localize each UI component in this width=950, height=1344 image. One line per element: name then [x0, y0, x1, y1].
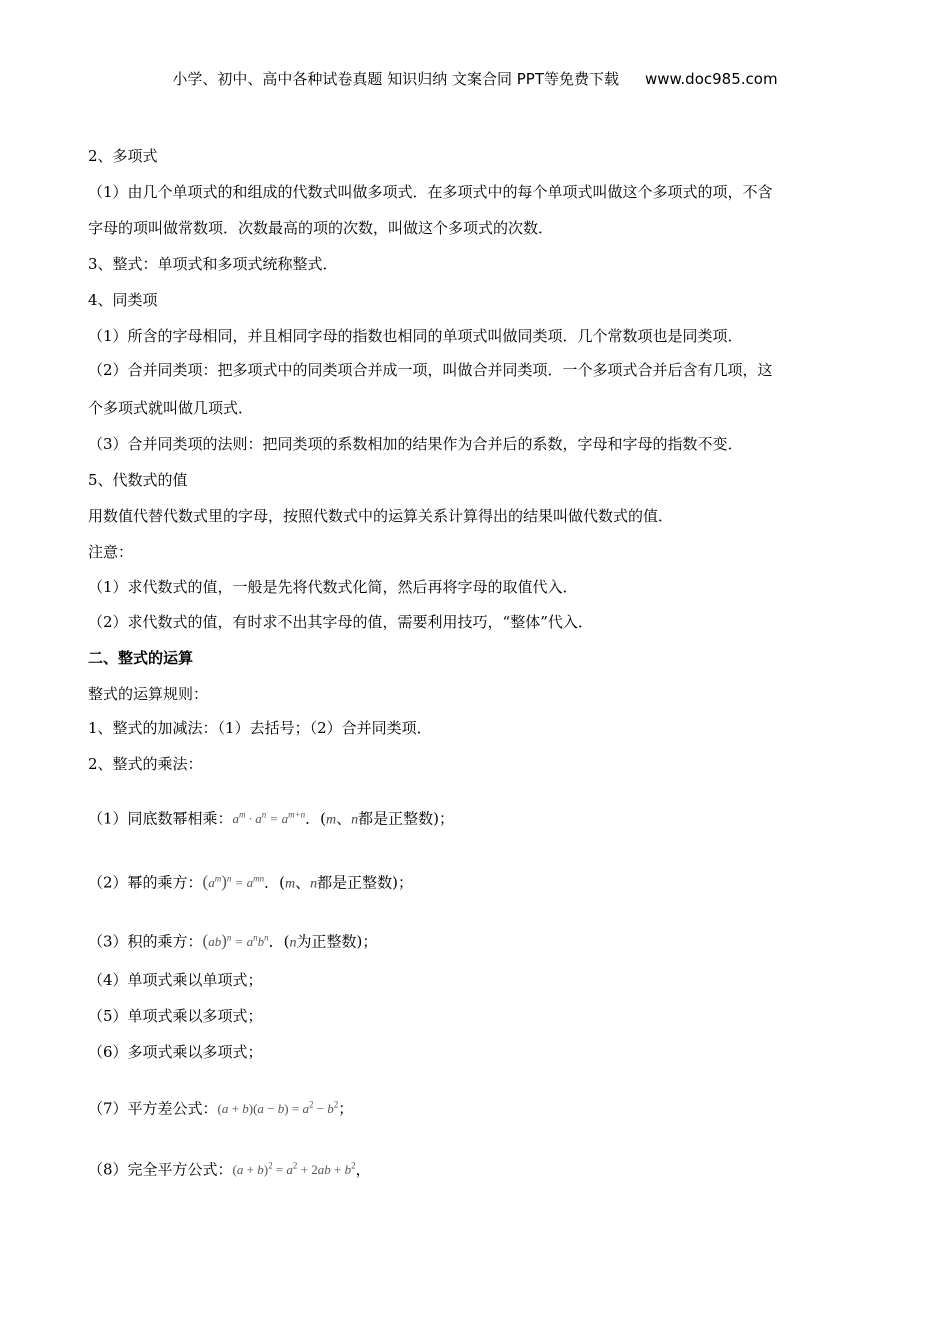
rule-6: （6）多项式乘以多项式；: [88, 1043, 263, 1061]
rule-8: （8）完全平方公式：$(a + b)^2 = a^2 + 2ab + b^2$，: [88, 1160, 371, 1179]
text-line: 2、多项式: [88, 147, 158, 165]
text-line: 个多项式就叫做几项式．: [88, 399, 254, 417]
rule-7: （7）平方差公式：$(a + b)(a - b) = a^2 - b^2$；: [88, 1099, 354, 1118]
header-text: 小学、初中、高中各种试卷真题 知识归纳 文案合同 PPT等免费下载: [172, 70, 619, 88]
formula-same-base: $a^m \cdot a^n = a^{m+n}$: [232, 810, 306, 827]
text-line: （2）合并同类项：把多项式中的同类项合并成一项，叫做合并同类项．一个多项式合并后含有几项，这: [88, 361, 773, 379]
text-line: （1）求代数式的值，一般是先将代数式化简，然后再将字母的取值代入．: [88, 578, 578, 596]
header-site: www.doc985.com: [644, 70, 778, 88]
text-line: 字母的项叫做常数项．次数最高的项的次数，叫做这个多项式的次数．: [88, 219, 554, 237]
text-line: （1）由几个单项式的和组成的代数式叫做多项式．在多项式中的每个单项式叫做这个多项式的项，不含: [88, 183, 773, 201]
mult-heading: 2、整式的乘法：: [88, 755, 203, 773]
text-line: 用数值代替代数式里的字母，按照代数式中的运算关系计算得出的结果叫做代数式的值．: [88, 507, 674, 525]
rule-5: （5）单项式乘以多项式；: [88, 1007, 263, 1025]
rule-4: （4）单项式乘以单项式；: [88, 971, 263, 989]
formula-difference-of-squares: $(a + b)(a - b) = a^2 - b^2$: [217, 1100, 339, 1117]
text-line: 3、整式：单项式和多项式统称整式．: [88, 255, 338, 273]
rule-1: （1）同底数幂相乘：$a^m \cdot a^n = a^{m+n}$．(m、n都是正整数)；: [88, 809, 455, 828]
formula-power-of-power: $(a^m)^n = a^{mn}$: [202, 872, 265, 892]
page-header: [0, 68, 950, 89]
text-line: （1）所含的字母相同，并且相同字母的指数也相同的单项式叫做同类项．几个常数项也是同类项．: [88, 327, 743, 345]
rule-2: （2）幂的乘方：$(a^m)^n = a^{mn}$．(m、n都是正整数)；: [88, 872, 414, 892]
text-line: （2）求代数式的值，有时求不出其字母的值，需要利用技巧，“整体”代入．: [88, 613, 593, 631]
text-line: 4、同类项: [88, 291, 158, 309]
text-line: 5、代数式的值: [88, 471, 188, 489]
formula-power-of-product: $(ab)^n = a^nb^n$: [202, 931, 269, 951]
rules-intro: 整式的运算规则：: [88, 685, 209, 703]
text-line: 注意：: [88, 543, 134, 561]
section-title: 二、整式的运算: [88, 649, 194, 667]
text-line: （3）合并同类项的法则：把同类项的系数相加的结果作为合并后的系数，字母和字母的指数不变．: [88, 435, 743, 453]
formula-perfect-square: $(a + b)^2 = a^2 + 2ab + b^2$: [232, 1161, 356, 1178]
rule-3: （3）积的乘方：$(ab)^n = a^nb^n$．(n为正整数)；: [88, 931, 378, 951]
add-sub-rule: 1、整式的加减法：（1）去括号；（2）合并同类项．: [88, 719, 432, 737]
